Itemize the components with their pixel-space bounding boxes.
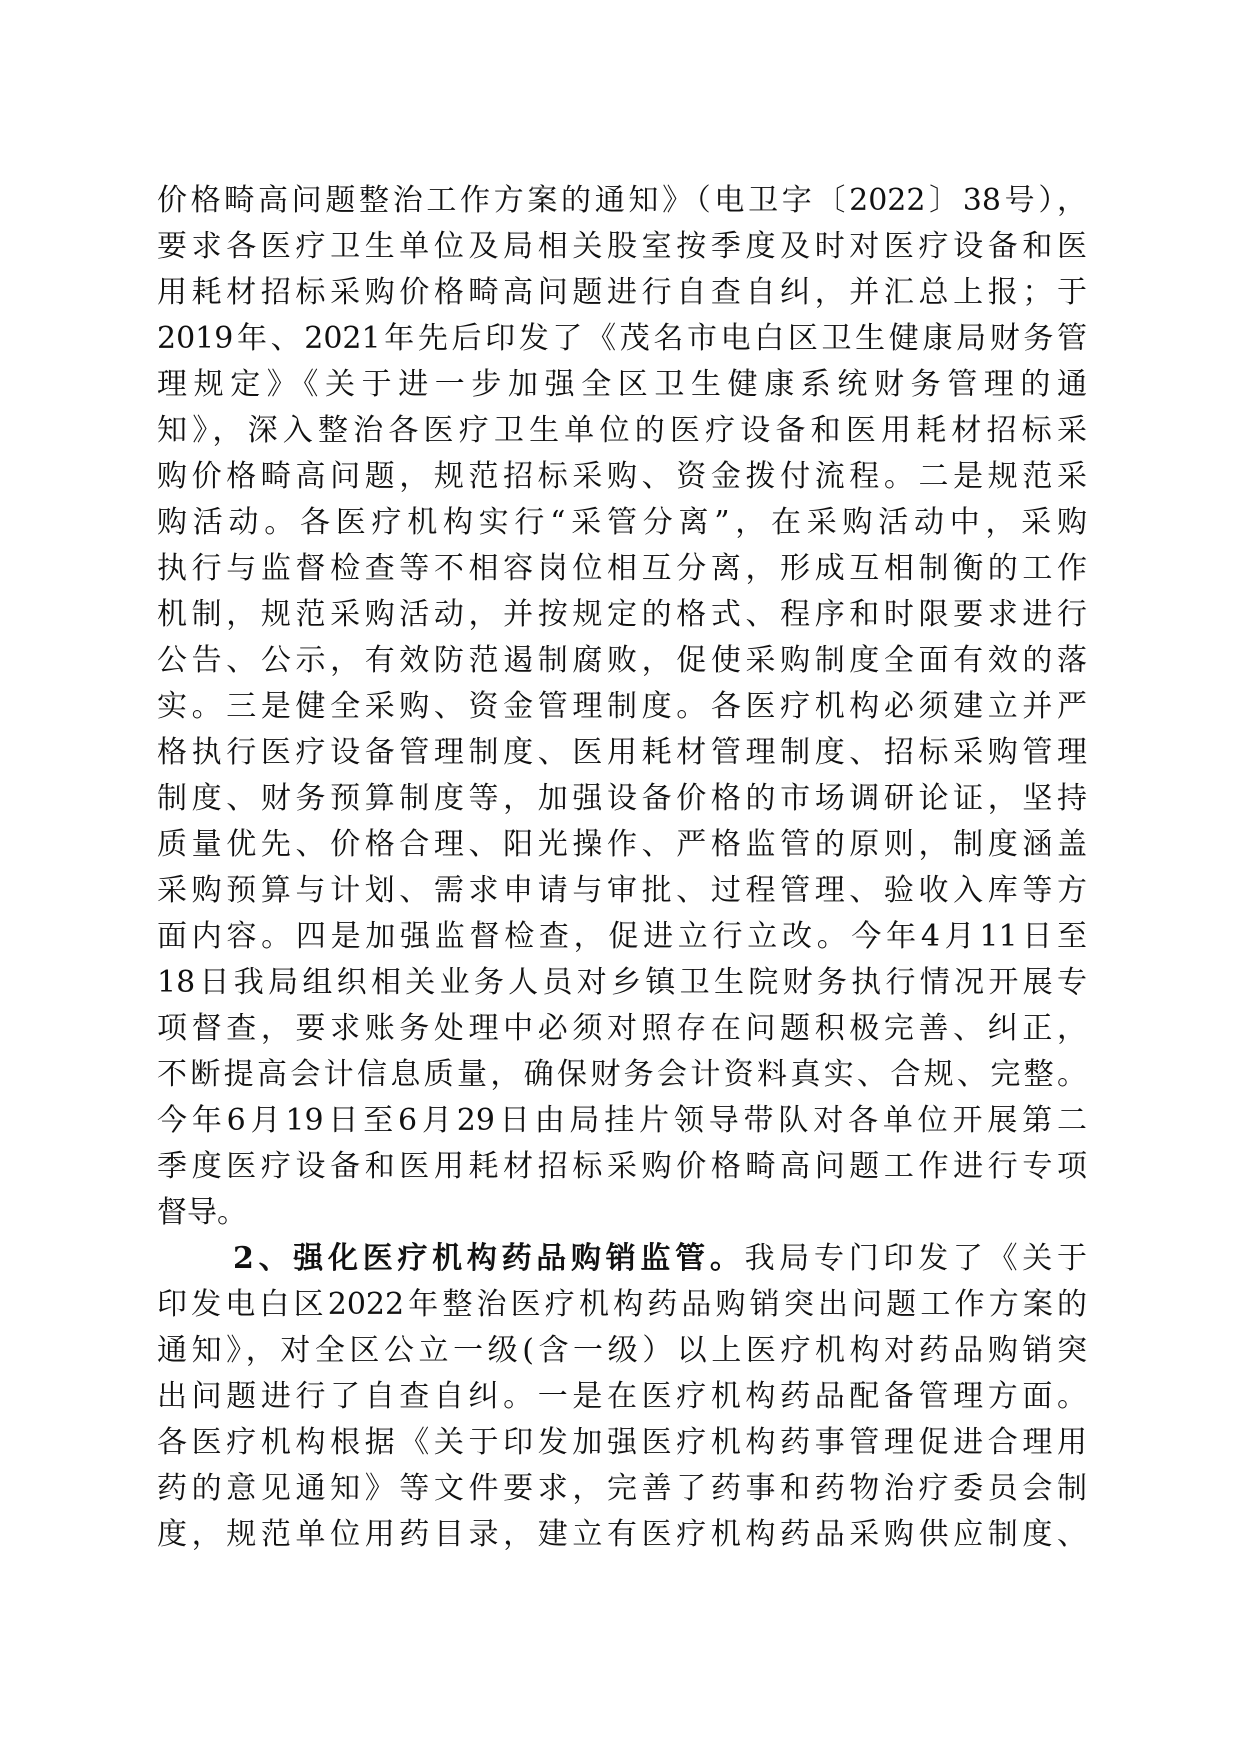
text-line: 用耗材招标采购价格畸高问题进行自查自纠，并汇总上报；于 — [157, 275, 1087, 310]
text-line: 2019年、2021年先后印发了《茂名市电白区卫生健康局财务管 — [157, 321, 1087, 356]
text-line: 执行与监督检查等不相容岗位相互分离，形成互相制衡的工作 — [157, 551, 1087, 586]
text-line: 格执行医疗设备管理制度、医用耗材管理制度、招标采购管理 — [157, 735, 1087, 770]
text-line: 18日我局组织相关业务人员对乡镇卫生院财务执行情况开展专 — [157, 965, 1087, 1000]
text-line: 度，规范单位用药目录，建立有医疗机构药品采购供应制度、 — [157, 1517, 1087, 1552]
text-line: 出问题进行了自查自纠。一是在医疗机构药品配备管理方面。 — [157, 1379, 1087, 1414]
text-line: 季度医疗设备和医用耗材招标采购价格畸高问题工作进行专项 — [157, 1149, 1087, 1184]
text-line: 印发电白区2022年整治医疗机构药品购销突出问题工作方案的 — [157, 1287, 1087, 1322]
text-line: 价格畸高问题整治工作方案的通知》（电卫字〔2022〕38号）， — [157, 183, 1087, 218]
text-line: 知》，深入整治各医疗卫生单位的医疗设备和医用耗材招标采 — [157, 413, 1087, 448]
text-line: 采购预算与计划、需求申请与审批、过程管理、验收入库等方 — [157, 873, 1087, 908]
text-line: 购活动。各医疗机构实行“采管分离”，在采购活动中，采购 — [157, 505, 1087, 540]
text-line: 购价格畸高问题，规范招标采购、资金拨付流程。二是规范采 — [157, 459, 1087, 494]
text-line: 公告、公示，有效防范遏制腐败，促使采购制度全面有效的落 — [157, 643, 1087, 678]
text-line: 面内容。四是加强监督检查，促进立行立改。今年4月11日至 — [157, 919, 1087, 954]
text-line: 质量优先、价格合理、阳光操作、严格监管的原则，制度涵盖 — [157, 827, 1087, 862]
text-line: 督导。 — [157, 1195, 247, 1230]
text-line: 通知》，对全区公立一级(含一级）以上医疗机构对药品购销突 — [157, 1333, 1087, 1368]
text-line: 理规定》《关于进一步加强全区卫生健康系统财务管理的通 — [157, 367, 1087, 402]
text-line: 制度、财务预算制度等，加强设备价格的市场调研论证，坚持 — [157, 781, 1087, 816]
text-line: 项督查，要求账务处理中必须对照存在问题积极完善、纠正， — [157, 1011, 1087, 1046]
section-heading-line — [157, 1236, 1087, 1282]
text-line: 实。三是健全采购、资金管理制度。各医疗机构必须建立并严 — [157, 689, 1087, 724]
text-line: 不断提高会计信息质量，确保财务会计资料真实、合规、完整。 — [157, 1057, 1087, 1092]
text-line: 药的意见通知》等文件要求，完善了药事和药物治疗委员会制 — [157, 1471, 1087, 1506]
text-line: 各医疗机构根据《关于印发加强医疗机构药事管理促进合理用 — [157, 1425, 1087, 1460]
text-line: 要求各医疗卫生单位及局相关股室按季度及时对医疗设备和医 — [157, 229, 1087, 264]
text-line: 机制，规范采购活动，并按规定的格式、程序和时限要求进行 — [157, 597, 1087, 632]
section-heading: 2、强化医疗机构药品购销监管。 — [233, 1241, 745, 1276]
section-heading-rest: 我局专门印发了《关于 — [744, 1241, 1087, 1276]
body-text — [157, 178, 1087, 1558]
text-line: 今年6月19日至6月29日由局挂片领导带队对各单位开展第二 — [157, 1103, 1087, 1138]
